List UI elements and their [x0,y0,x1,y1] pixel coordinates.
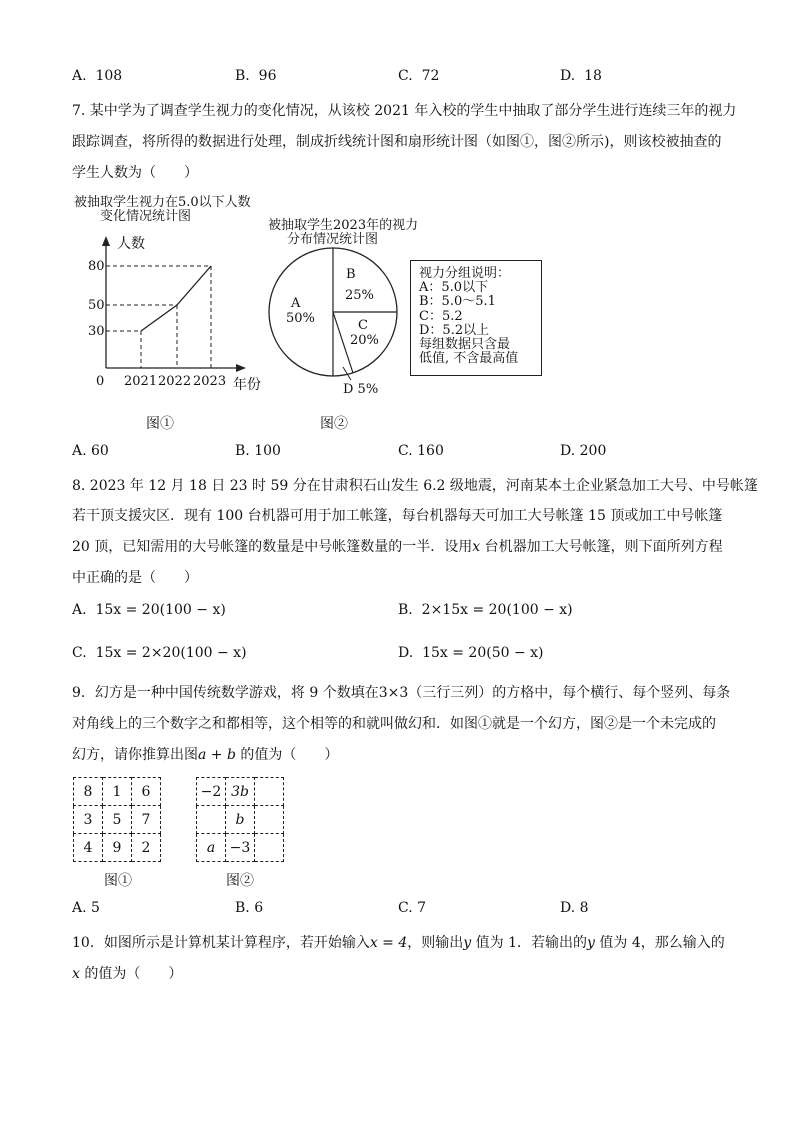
q6-option-d[interactable]: D. 18 [560,68,602,84]
x-tick-2021: 2021 [124,374,158,389]
data-line [141,266,211,331]
q6-option-b[interactable]: B. 96 [235,68,277,84]
legend-a: A：5.0以下 [419,280,489,295]
q9-stem-line3: 幻方，请你推算出图a + b 的值为（ ） [72,747,339,763]
q7-option-b[interactable]: B. 100 [235,443,281,459]
q9-stem-line1: 9．幻方是一种中国传统数学游戏，将 9 个数填在3×3（三行三列）的方格中，每个横行、每个竖列、每条 [72,685,731,701]
y-tick-80: 80 [88,259,105,274]
origin-label: 0 [96,374,105,389]
y-tick-50: 50 [88,298,105,313]
pie-label-b: B [346,267,356,282]
legend-note-1: 每组数据只含最 [419,337,511,352]
q8-option-a[interactable]: A. 15x = 20(100 − x) [72,602,226,618]
grid1-cell: 8 [74,778,103,806]
table-row [74,834,161,862]
q8-option-b[interactable]: B. 2×15x = 20(100 − x) [398,602,573,618]
q10-stem-line2: x 的值为（ ） [72,966,183,982]
grid1-cell: 1 [103,778,132,806]
grid1-cell: 3 [74,806,103,834]
table-row [74,806,161,834]
grid1-cell: 7 [132,806,161,834]
grid2-cell [255,806,284,834]
q7-stem-line3: 学生人数为（ ） [72,165,198,181]
grid2-cell [197,806,226,834]
q8-stem-line4: 中正确的是（ ） [72,570,198,586]
y-axis-arrow [102,236,110,246]
q7-option-d[interactable]: D. 200 [560,443,607,459]
grid2-cell [255,834,284,862]
legend-c: C：5.2 [419,309,463,324]
q9-option-d[interactable]: D. 8 [560,900,589,916]
pie-pct-c: 20% [350,333,379,348]
grid2-cell: −2 [197,778,226,806]
legend-d: D：5.2以上 [419,323,490,338]
pie-label-a: A [291,296,301,311]
grid2-cell [255,778,284,806]
pie-label-c: C [358,318,368,333]
grid1-cell: 6 [132,778,161,806]
grid1-caption: 图① [104,873,132,889]
table-row [197,778,284,806]
table-row [197,834,284,862]
legend-title: 视力分组说明： [419,266,511,281]
q9-stem-line2: 对角线上的三个数字之和都相等，这个相等的和就叫做幻和．如图①就是一个幻方，图②是一个未完成的 [72,716,716,732]
pie-chart-title-2: 分布情况统计图 [287,232,379,247]
table-row [197,806,284,834]
grid2-cell: b [226,806,255,834]
q7-stem-line1: 7. 某中学为了调查学生视力的变化情况，从该校 2021 年入校的学生中抽取了部分学生进行连续三年的视力 [72,103,737,119]
pie-pct-b: 25% [345,288,374,303]
x-axis-arrow [236,364,246,372]
line-chart-caption: 图① [146,416,174,432]
pie-label-d: D 5% [343,382,379,397]
y-axis-label: 人数 [117,236,145,252]
q8-option-c[interactable]: C. 15x = 2×20(100 − x) [72,645,247,661]
q7-option-c[interactable]: C. 160 [398,443,444,459]
grid1-cell: 9 [103,834,132,862]
q10-stem-line1: 10．如图所示是计算机某计算程序，若开始输入x = 4，则输出y 值为 1．若输出的y 值为 4，那么输入的 [72,935,725,951]
grid1-cell: 4 [74,834,103,862]
grid2-cell: −3 [226,834,255,862]
y-tick-30: 30 [88,324,105,339]
table-row [74,778,161,806]
q8-option-d[interactable]: D. 15x = 20(50 − x) [398,645,544,661]
pie-chart-title-1: 被抽取学生2023年的视力 [268,218,419,233]
grid2-cell: 3b [226,778,255,806]
q6-option-a[interactable]: A. 108 [72,68,123,84]
x-axis-label: 年份 [233,377,261,393]
magic-square-2 [196,777,284,862]
q6-option-c[interactable]: C. 72 [398,68,440,84]
q9-option-b[interactable]: B. 6 [235,900,264,916]
q8-stem-line2: 若干顶支援灾区．现有 100 台机器可用于加工帐篷，每台机器每天可加工大号帐篷 15 顶或加工中号帐篷 [72,508,723,524]
grid2-caption: 图② [226,873,254,889]
line-chart-title-1: 被抽取学生视力在5.0以下人数 [74,195,251,210]
q9-option-a[interactable]: A. 5 [72,900,100,916]
line-chart-title-2: 变化情况统计图 [100,209,192,224]
q8-stem-line3: 20 顶，已知需用的大号帐篷的数量是中号帐篷数量的一半．设用x 台机器加工大号帐篷，则下面所列方程 [72,539,723,555]
grid1-cell: 2 [132,834,161,862]
pie-pct-a: 50% [286,311,315,326]
pie-chart-caption: 图② [320,416,348,432]
grid2-cell: a [197,834,226,862]
grid1-cell: 5 [103,806,132,834]
vision-legend [410,260,542,376]
x-tick-2023: 2023 [193,374,227,389]
x-tick-2022: 2022 [158,374,192,389]
guide-lines [106,266,211,368]
q7-option-a[interactable]: A. 60 [72,443,109,459]
magic-square-1 [73,777,161,862]
q7-stem-line2: 跟踪调查，将所得的数据进行处理，制成折线统计图和扇形统计图（如图①，图②所示)，则该校被抽查的 [72,134,722,150]
legend-b: B：5.0～5.1 [419,294,496,309]
legend-note-2: 低值, 不含最高值 [419,351,519,366]
line-chart [80,228,260,393]
q9-option-c[interactable]: C. 7 [398,900,427,916]
q8-stem-line1: 8. 2023 年 12 月 18 日 23 时 59 分在甘肃积石山发生 6.2 级地震，河南某本土企业紧急加工大号、中号帐篷 [72,478,758,494]
